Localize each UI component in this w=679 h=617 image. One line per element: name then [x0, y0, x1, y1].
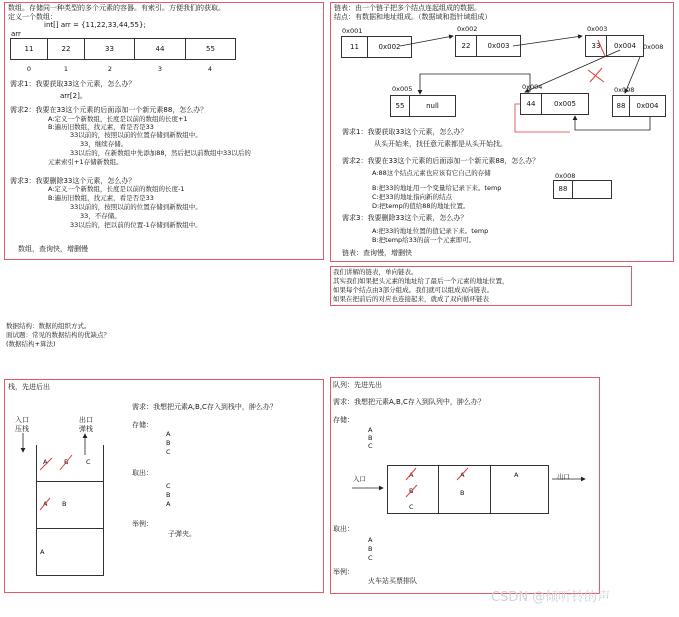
node-next: 0x003 — [476, 35, 521, 57]
queue-cell2-item: B — [460, 489, 465, 497]
array-cell: 11 — [10, 38, 48, 60]
node-data: 33 — [585, 35, 607, 57]
node-data: 55 — [390, 95, 410, 117]
stack-take-item: A — [166, 500, 171, 508]
queue-store-item: C — [368, 442, 373, 450]
node-address: 0x004 — [522, 83, 543, 91]
array-req3: 需求3：我要删除33这个元素，怎么办？ — [10, 177, 136, 185]
queue-cell — [541, 465, 549, 514]
queue-take-item: B — [368, 545, 373, 553]
node-address: 0x002 — [457, 25, 478, 33]
linked-summary: 链表：查询慢，增删快 — [342, 249, 412, 257]
stack-cell-mid-item: B — [62, 500, 67, 508]
array-req2-b3: 33以后的，在新数组中先添加88，然后把以前数组中33以后的 — [70, 149, 251, 157]
node-data: 44 — [520, 93, 542, 115]
node-address: 0x001 — [342, 27, 363, 35]
linked-node-definition: 结点：有数据和地址组成。（数据域和指针域组成） — [334, 13, 492, 21]
array-index: 0 — [26, 65, 32, 73]
data-structure-definition: 数据结构：数据的组织方式。 — [6, 322, 91, 330]
array-cell: 44 — [134, 38, 186, 60]
stack-example: 子弹夹。 — [168, 530, 196, 538]
stack-store-item: A — [166, 430, 171, 438]
stack-take-item: B — [166, 491, 171, 499]
stack-cell-bot-item: A — [40, 548, 45, 556]
note-line: 其实我们如果把头元素的地址给了最后一个元素的地址位置， — [333, 277, 509, 285]
stack-store-label: 存储： — [132, 421, 153, 429]
array-req3-b1: 33以前的，按照以前的位置存储到新数组中。 — [70, 203, 202, 211]
node-next: 0x004 — [629, 95, 666, 117]
array-req3-b3: 33以后的，把以前的位置-1存储到新数组中。 — [70, 221, 202, 229]
array-req2-a: A:定义一个新数组，长度是以前的数组的长度+1 — [48, 115, 188, 123]
queue-requirement: 需求：我想把元素A,B,C存入到队列中，肿么办？ — [333, 398, 485, 406]
stack-example-label: 举例： — [132, 520, 153, 528]
stack-divider — [36, 481, 104, 482]
linked-req2-d: D:把temp的值给88的地址位置。 — [372, 202, 470, 210]
stack-cell-mid-item: A — [43, 500, 48, 508]
queue-cell1-item: B — [409, 487, 414, 495]
node-data: 88 — [612, 95, 630, 117]
data-structure-formula: (数据结构+算法) — [6, 340, 56, 348]
array-var-name: arr — [11, 30, 21, 38]
queue-example: 火车站买票排队 — [368, 577, 417, 585]
array-definition: 数组。存储同一种类型的多个元素的容器。有索引。方便我们的获取。 — [8, 4, 225, 12]
queue-cell1-item: C — [409, 503, 414, 511]
queue-cell — [438, 465, 491, 514]
stack-store-item: B — [166, 439, 171, 447]
stack-out-label: 出口 — [79, 416, 93, 424]
queue-out-label: 出口 — [557, 473, 570, 481]
linked-req3-a: A:把33的地址位置的值记录下来。temp — [372, 227, 489, 235]
linked-req2: 需求2：我要在33这个元素的后面添加一个新元素88，怎么办？ — [342, 157, 540, 165]
linked-req2-a: A:88这个结点元素也应该有它自己的存储 — [372, 169, 491, 177]
aside-node-address: 0x008 — [555, 172, 576, 180]
linked-req3: 需求3：我要删除33这个元素，怎么办？ — [342, 214, 468, 222]
array-req2-b4: 元素索引+1存储新数组。 — [48, 158, 123, 166]
queue-take-item: C — [368, 554, 373, 562]
array-define-label: 定义一个数组： — [8, 13, 57, 21]
array-req1: 需求1：我要获取33这个元素，怎么办？ — [10, 80, 136, 88]
node-address: 0x005 — [392, 85, 413, 93]
interview-question: 面试题：常见的数据结构的优缺点？ — [6, 331, 110, 339]
stack-take-item: C — [166, 482, 171, 490]
linked-req1: 需求1：我要获取33这个元素，怎么办？ — [342, 128, 468, 136]
linked-req2-b: B:把33的地址用一个变量给记录下来。temp — [372, 184, 502, 192]
array-req2-b1: 33以前的，按照以前的位置存储到新数组中。 — [70, 131, 202, 139]
array-index: 1 — [63, 65, 69, 73]
note-line: 如果每个结点由3部分组成。我们就可以组成双向链表。 — [333, 286, 494, 294]
stack-in-label: 入口 — [15, 416, 29, 424]
array-req3-a: A:定义一个新数组，长度是以前的数组的长度-1 — [48, 185, 185, 193]
queue-in-label: 入口 — [353, 475, 366, 483]
array-req2-b: B:遍历旧数组，找元素，看是否是33 — [48, 123, 154, 131]
array-req2: 需求2：我要在33这个元素的后面添加一个新元素88，怎么办？ — [10, 106, 208, 114]
queue-title: 队列：先进先出 — [333, 381, 382, 389]
array-req1-answer: arr[2]。 — [60, 92, 87, 100]
array-cell: 22 — [47, 38, 85, 60]
array-index: 4 — [207, 65, 213, 73]
stack-cell-top-item: B — [64, 458, 69, 466]
node-next: 0x002 — [367, 36, 412, 58]
node-next: 0x004 — [606, 35, 644, 57]
array-index: 3 — [157, 65, 163, 73]
queue-store-label: 存储： — [333, 416, 354, 424]
queue-take-label: 取出： — [333, 525, 354, 533]
watermark: CSDN @倾听铃的声 — [491, 590, 611, 605]
node-data: 11 — [341, 36, 368, 58]
aside-node-data: 88 — [553, 180, 573, 199]
array-req2-b2: 33，继续存储。 — [80, 140, 128, 148]
queue-store-item: B — [368, 434, 373, 442]
queue-example-label: 举例： — [333, 568, 354, 576]
array-code: int[] arr = {11,22,33,44,55}; — [44, 21, 146, 29]
linked-req2-c: C:把33的地址指向新的结点 — [372, 193, 452, 201]
aside-node-next — [572, 180, 612, 199]
stack-store-item: C — [166, 448, 171, 456]
node-data: 22 — [455, 35, 477, 57]
array-req3-b2: 33，不存储。 — [80, 212, 121, 220]
linked-req1-answer: 从头开始来，找任意元素都是从头开始找。 — [374, 140, 507, 148]
stack-cell-top-item: C — [86, 458, 91, 466]
queue-cell2-item: A — [460, 471, 465, 479]
node-address: 0x003 — [587, 25, 608, 33]
queue-take-item: A — [368, 536, 373, 544]
stack-take-label: 取出： — [132, 469, 153, 477]
node-address: 0x008 — [614, 86, 635, 94]
note-line: 如果在把前后的对应也连接起来，就成了双向循环链表 — [333, 295, 489, 303]
stack-cell-top-item: A — [43, 458, 48, 466]
node-next: null — [409, 95, 456, 117]
array-summary: 数组，查询快，增删慢 — [18, 245, 88, 253]
array-index: 2 — [107, 65, 113, 73]
stack-title: 栈，先进后出 — [8, 383, 50, 391]
linked-definition: 链表：由一个链子把多个结点连起组成的数据。 — [334, 4, 481, 12]
stack-requirement: 需求：我想把元素A,B,C存入到栈中，肿么办？ — [132, 403, 277, 411]
node-address-floating: 0x008 — [643, 43, 664, 51]
note-line: 我们讲解的链表，单向链表。 — [333, 268, 418, 276]
array-cell: 33 — [84, 38, 135, 60]
linked-req3-b: B:把temp给33的前一个元素即可。 — [372, 236, 476, 244]
queue-cell3-item: A — [514, 471, 519, 479]
queue-store-item: A — [368, 426, 373, 434]
array-req3-b: B:遍历旧数组，找元素，看是否是33 — [48, 194, 154, 202]
queue-cell1-item: A — [409, 471, 414, 479]
stack-divider — [36, 528, 104, 529]
stack-in-sublabel: 压栈 — [15, 425, 29, 433]
array-cell: 55 — [185, 38, 236, 60]
node-next: 0x005 — [541, 93, 589, 115]
stack-out-sublabel: 弹栈 — [79, 425, 93, 433]
